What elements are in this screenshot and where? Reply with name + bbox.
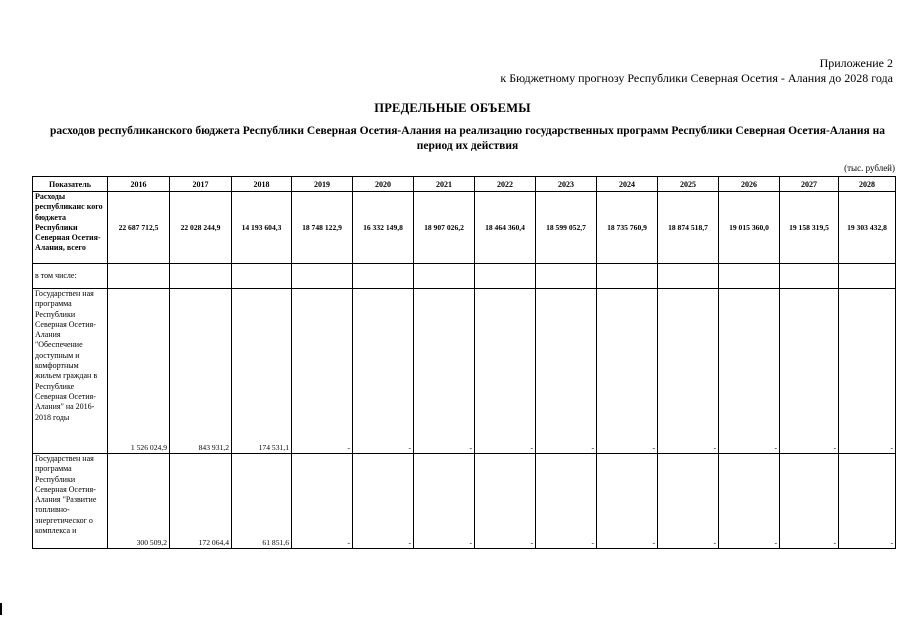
table-cell: - [536, 454, 597, 549]
table-row-subheading [33, 264, 896, 289]
table-cell [536, 264, 597, 289]
table-cell: - [658, 289, 719, 454]
table-cell: - [536, 289, 597, 454]
table-cell: - [597, 289, 658, 454]
table-cell: - [414, 454, 475, 549]
column-header: 2020 [353, 177, 414, 192]
table-cell: - [719, 289, 780, 454]
table-cell: 18 735 760,9 [597, 192, 658, 264]
table-cell: 172 064,4 [170, 454, 232, 549]
scan-edge-mark [0, 603, 2, 615]
document-title: ПРЕДЕЛЬНЫЕ ОБЪЕМЫ [374, 101, 531, 115]
column-header: 2019 [292, 177, 353, 192]
table-cell: - [353, 289, 414, 454]
column-header: 2022 [475, 177, 536, 192]
document-subtitle: расходов республиканского бюджета Республики Северная Осетия-Алания на реализацию государственных программ Республики Северная Осетия-Алания на период их действия [49, 125, 886, 152]
table-cell: - [475, 454, 536, 549]
table-cell: - [658, 454, 719, 549]
column-header: 2026 [719, 177, 780, 192]
table-cell [839, 264, 896, 289]
table-cell [597, 264, 658, 289]
column-header: 2025 [658, 177, 719, 192]
table-row-program [33, 454, 896, 549]
table-cell: 18 464 360,4 [475, 192, 536, 264]
table-cell [719, 264, 780, 289]
table-cell: - [597, 454, 658, 549]
column-header: 2018 [232, 177, 292, 192]
column-header: 2028 [839, 177, 896, 192]
table-cell: 14 193 604,3 [232, 192, 292, 264]
table-cell: 1 526 024,9 [108, 289, 170, 454]
column-header: 2027 [780, 177, 839, 192]
table-cell [108, 264, 170, 289]
table-cell: - [719, 454, 780, 549]
table-cell [292, 264, 353, 289]
table-cell: 300 509,2 [108, 454, 170, 549]
table-cell: - [839, 289, 896, 454]
table-cell: 22 028 244,9 [170, 192, 232, 264]
table-cell: 18 599 052,7 [536, 192, 597, 264]
table-cell: 843 931,2 [170, 289, 232, 454]
table-cell: - [475, 289, 536, 454]
column-header: 2024 [597, 177, 658, 192]
table-cell: - [414, 289, 475, 454]
column-header: 2023 [536, 177, 597, 192]
table-cell: 19 303 432,8 [839, 192, 896, 264]
column-header: 2017 [170, 177, 232, 192]
table-cell: - [780, 289, 839, 454]
table-cell [170, 264, 232, 289]
table-cell [353, 264, 414, 289]
table-row-program [33, 289, 896, 454]
table-cell: - [292, 454, 353, 549]
units-label: (тыс. рублей) [844, 163, 895, 173]
table-cell: 16 332 149,8 [353, 192, 414, 264]
table-cell [475, 264, 536, 289]
column-header: Показатель [33, 177, 108, 192]
appendix-reference: к Бюджетному прогнозу Республики Северная Осетия - Алания до 2028 года [500, 71, 893, 85]
table-cell: - [353, 454, 414, 549]
table-cell: 19 158 319,5 [780, 192, 839, 264]
table-cell: 18 748 122,9 [292, 192, 353, 264]
table-cell: 22 687 712,5 [108, 192, 170, 264]
table-cell: - [839, 454, 896, 549]
table-cell: 174 531,1 [232, 289, 292, 454]
table-cell: 61 851,6 [232, 454, 292, 549]
table-cell: - [292, 289, 353, 454]
table-cell [658, 264, 719, 289]
column-header: 2021 [414, 177, 475, 192]
table-cell [414, 264, 475, 289]
row-label: Государствен ная программа Республики Северная Осетия-Алания "Развитие топливно-энергетическог о комплекса и [33, 454, 108, 549]
table-cell: 19 015 360,0 [719, 192, 780, 264]
table-cell: - [780, 454, 839, 549]
table-cell: 18 874 518,7 [658, 192, 719, 264]
column-header: 2016 [108, 177, 170, 192]
row-label: в том числе: [33, 264, 108, 289]
table-cell [780, 264, 839, 289]
table-header-row [33, 177, 896, 192]
appendix-label: Приложение 2 [819, 56, 893, 70]
row-label: Расходы республиканс кого бюджета Республики Северная Осетия-Алания, всего [33, 192, 108, 264]
table-cell: 18 907 026,2 [414, 192, 475, 264]
table-row-total [33, 192, 896, 264]
row-label: Государствен ная программа Республики Северная Осетия-Алания "Обеспечение доступным и комфортным жильем граждан в Республике Северная Осетия-Алания" на 2016-2018 годы [33, 289, 108, 454]
budget-table [32, 176, 896, 549]
table-cell [232, 264, 292, 289]
